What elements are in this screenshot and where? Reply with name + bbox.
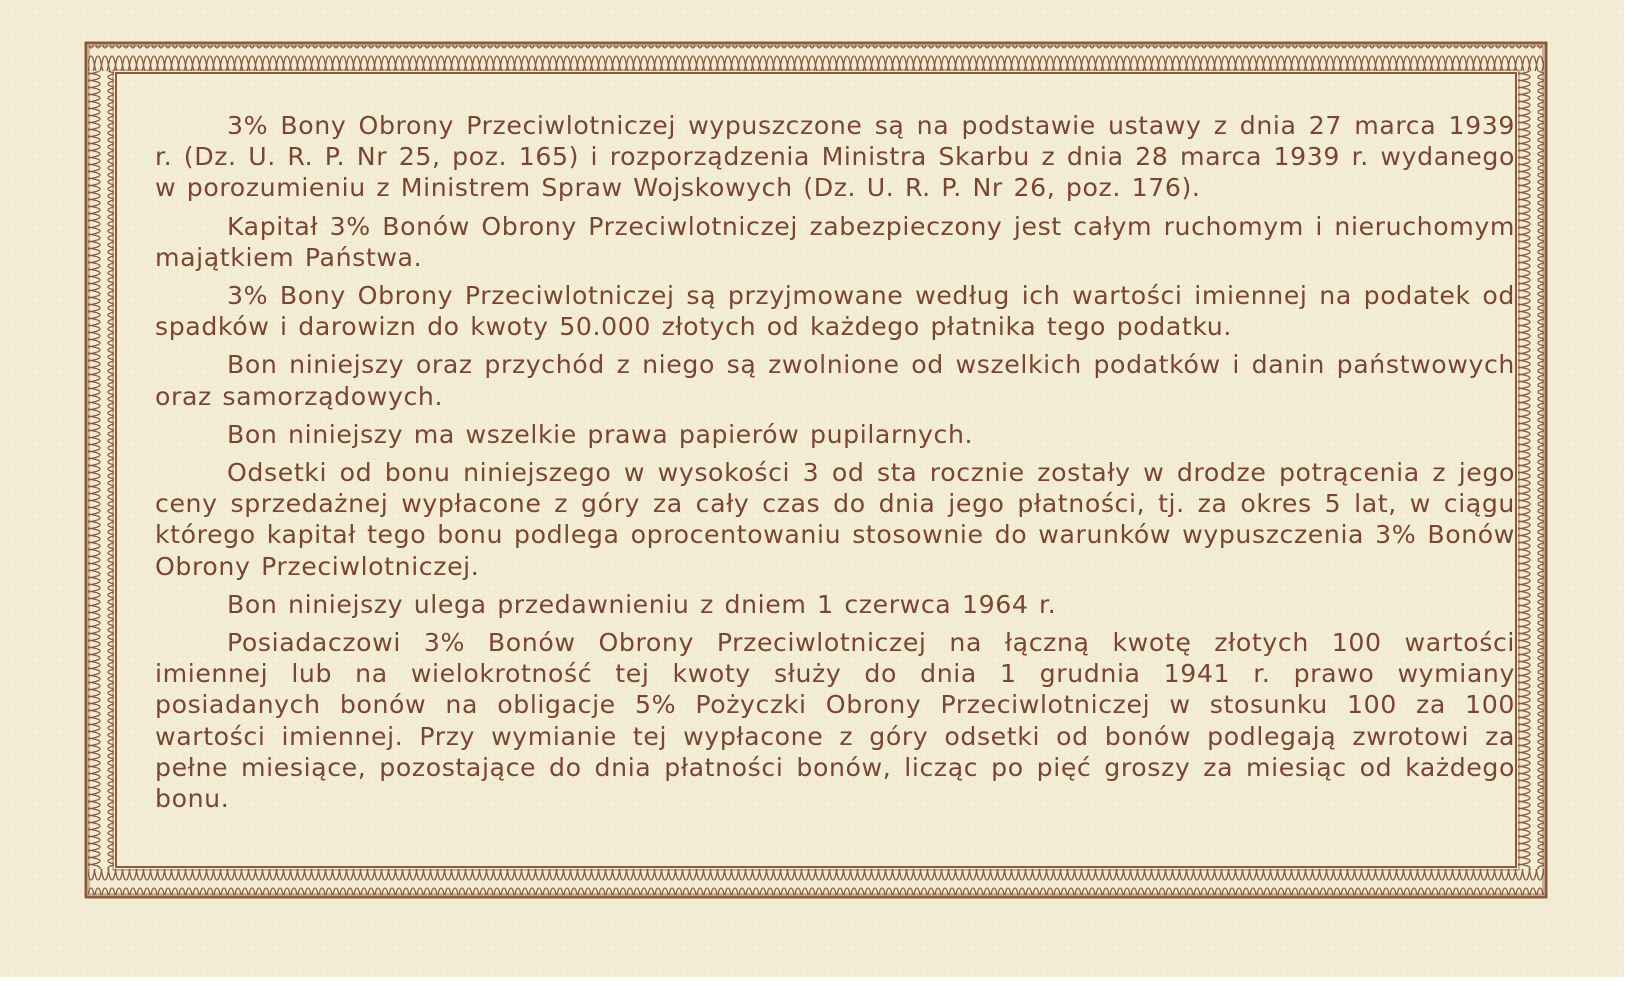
paragraph-tax-exemption: Bon niniejszy oraz przychód z niego są zwolnione od wszelkich podatków i danin państwowych oraz samorządowych. — [155, 350, 1515, 411]
paragraph-expiry: Bon niniejszy ulega przedawnieniu z dniem 1 czerwca 1964 r. — [227, 589, 1057, 619]
paragraph-legal-basis: 3% Bony Obrony Przeciwlotniczej wypuszczone są na podstawie ustawy z dnia 27 marca 1939 r. (Dz. U. R. P. Nr 25, poz. 165) i rozporządzenia Ministra Skarbu z dnia 28 marca 1939 r. wydanego w porozumieniu z Ministrem Spraw Wojskowych (Dz. U. R. P. Nr 26, poz. 176). — [155, 111, 1515, 203]
paragraph-capital-security: Kapitał 3% Bonów Obrony Przeciwlotniczej zabezpieczony jest całym ruchomym i nieruchomym majątkiem Państwa. — [155, 211, 1515, 272]
paragraph-interest: Odsetki od bonu niniejszego w wysokości 3 od sta rocznie zostały w drodze potrącenia z jego ceny sprzedażnej wypłacone z góry za cały czas do dnia jego płatności, tj. za okres 5 lat, w ciągu którego kapitał tego bonu podlega oprocentowaniu stosownie do warunków wypuszczenia 3% Bonów Obrony Przeciwlotniczej. — [155, 458, 1515, 581]
paragraph-exchange-right: Posiadaczowi 3% Bonów Obrony Przeciwlotniczej na łączną kwotę złotych 100 wartości imiennej lub na wielokrotność tej kwoty służy do dnia 1 grudnia 1941 r. prawo wymiany posiadanych bonów na obligacje 5% Pożyczki Obrony Przeciwlotniczej w stosunku 100 za 100 wartości imiennej. Przy wymianie tej wypłacone z góry odsetki od bonów podlegają zwrotowi za pełne miesiące, pozostające do dnia płatności bonów, licząc po pięć groszy za miesiąc od każdego bonu. — [155, 628, 1515, 814]
paragraph-pupillary-rights: Bon niniejszy ma wszelkie prawa papierów pupilarnych. — [227, 419, 974, 449]
paragraph-tax-acceptance: 3% Bony Obrony Przeciwlotniczej są przyjmowane według ich wartości imiennej na podatek od spadków i darowizn do kwoty 50.000 złotych od każdego płatnika tego podatku. — [155, 281, 1515, 342]
bond-terms-text — [155, 110, 1515, 821]
